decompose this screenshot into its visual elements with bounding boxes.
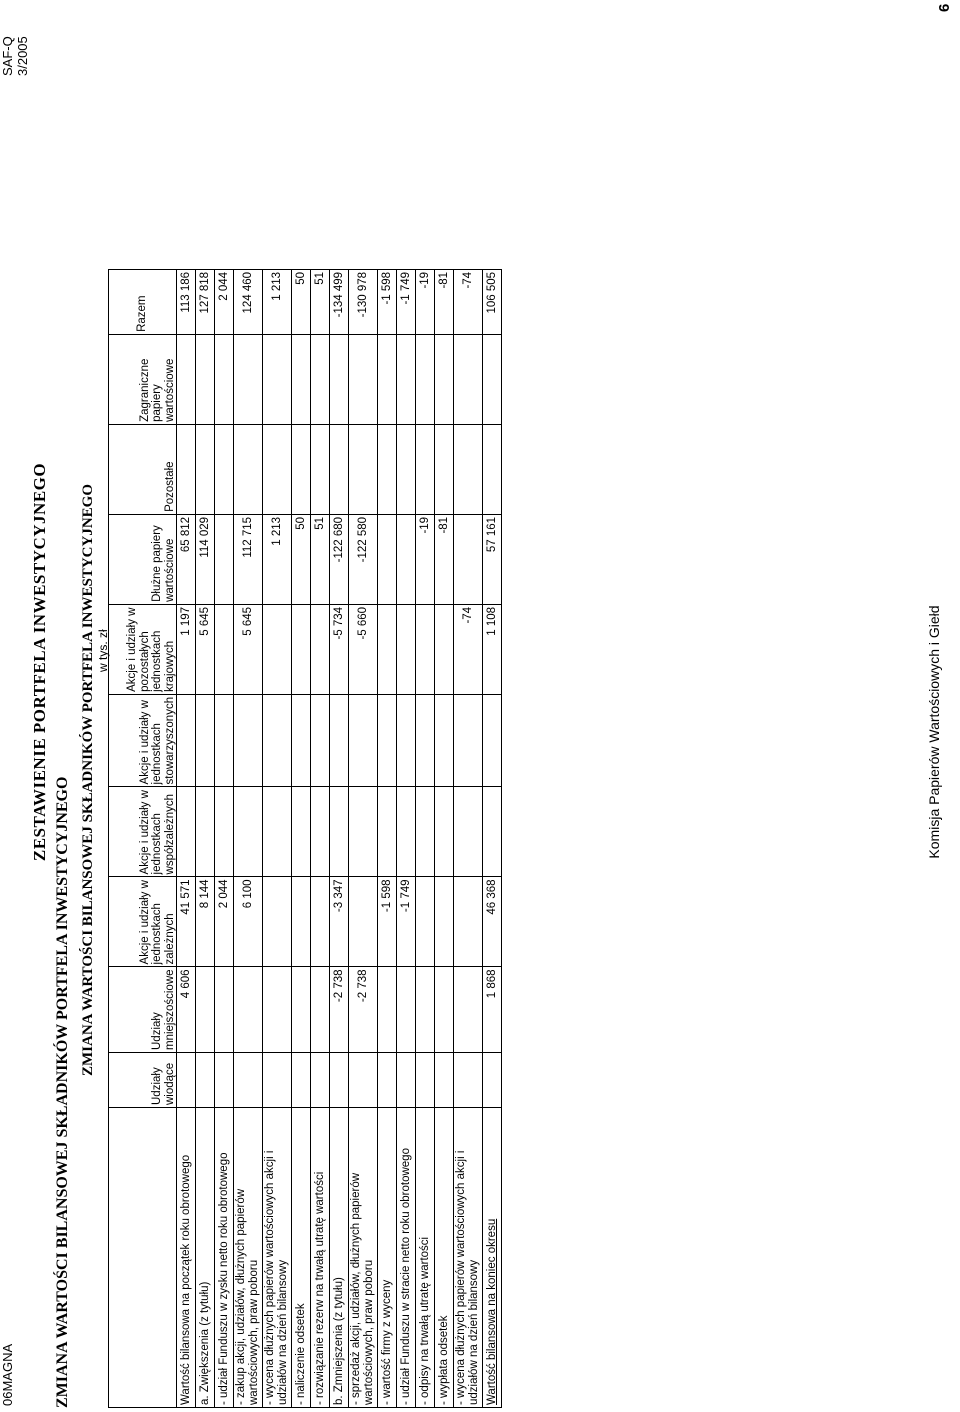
value-cell: [215, 787, 234, 877]
value-cell: [378, 787, 397, 877]
value-cell: [196, 334, 215, 424]
value-cell: [416, 1053, 435, 1108]
table-row: [177, 269, 196, 1407]
value-cell: [483, 1053, 502, 1108]
section-title: ZMIANA WARTOŚCI BILANSOWEJ SKŁADNIKÓW PORTFELA INWESTYCYJNEGO: [80, 484, 96, 1076]
value-cell: -5 660: [349, 604, 378, 694]
table-row: [397, 269, 416, 1407]
value-cell: [378, 1053, 397, 1108]
value-cell: [435, 877, 454, 967]
table-row: [378, 269, 397, 1407]
column-header: Udziały mniejszościowe: [109, 967, 177, 1053]
value-cell: [397, 604, 416, 694]
value-cell: [483, 334, 502, 424]
value-cell: [234, 787, 263, 877]
column-header: Udziały wiodące: [109, 1053, 177, 1108]
value-cell: [435, 604, 454, 694]
value-cell: [177, 787, 196, 877]
value-cell: 2 044: [215, 269, 234, 334]
value-cell: [435, 1053, 454, 1108]
value-cell: [397, 334, 416, 424]
table-row: [292, 269, 311, 1407]
value-cell: [292, 694, 311, 787]
value-cell: [416, 334, 435, 424]
value-cell: [435, 694, 454, 787]
value-cell: [215, 1053, 234, 1108]
value-cell: [263, 877, 292, 967]
table-row: [196, 269, 215, 1407]
value-cell: [454, 694, 483, 787]
value-cell: -2 738: [330, 967, 349, 1053]
value-cell: [311, 967, 330, 1053]
value-cell: [311, 604, 330, 694]
value-cell: [311, 424, 330, 514]
value-cell: 112 715: [234, 514, 263, 604]
value-cell: [234, 334, 263, 424]
value-cell: [215, 514, 234, 604]
unit-label: w tys. zł: [96, 629, 110, 672]
value-cell: [292, 334, 311, 424]
value-cell: 1 213: [263, 514, 292, 604]
value-cell: [215, 424, 234, 514]
value-cell: [378, 334, 397, 424]
value-cell: [416, 424, 435, 514]
header-right: SAF-Q 3/2005: [0, 36, 30, 76]
value-cell: [292, 787, 311, 877]
table-row: [263, 269, 292, 1407]
value-cell: 65 812: [177, 514, 196, 604]
row-label: - sprzedaż akcji, udziałów, dłużnych papierów wartościowych, praw poboru: [349, 1108, 378, 1408]
row-label: - naliczenie odsetek: [292, 1108, 311, 1408]
value-cell: [397, 1053, 416, 1108]
value-cell: [311, 877, 330, 967]
value-cell: 4 606: [177, 967, 196, 1053]
value-cell: 50: [292, 514, 311, 604]
value-cell: [215, 334, 234, 424]
value-cell: -2 738: [349, 967, 378, 1053]
value-cell: -5 734: [330, 604, 349, 694]
value-cell: [311, 334, 330, 424]
value-cell: [177, 424, 196, 514]
row-label: a. Zwiększenia (z tytułu): [196, 1108, 215, 1408]
value-cell: [397, 967, 416, 1053]
value-cell: [378, 604, 397, 694]
value-cell: 57 161: [483, 514, 502, 604]
row-label: - udział Funduszu w stracie netto roku obrotowego: [397, 1108, 416, 1408]
value-cell: -134 499: [330, 269, 349, 334]
value-cell: [483, 694, 502, 787]
row-label: - wycena dłużnych papierów wartościowych akcji i udziałów na dzień bilansowy: [454, 1108, 483, 1408]
value-cell: [234, 967, 263, 1053]
value-cell: [454, 1053, 483, 1108]
table-row: [349, 269, 378, 1407]
value-cell: [196, 967, 215, 1053]
value-cell: 8 144: [196, 877, 215, 967]
footer: Komisja Papierów Wartościowych i Giełd: [926, 605, 942, 859]
table-row: [311, 269, 330, 1407]
row-label: - rozwiązanie rezerw na trwałą utratę wartości: [311, 1108, 330, 1408]
value-cell: 106 505: [483, 269, 502, 334]
table-row: [416, 269, 435, 1407]
value-cell: 1 213: [263, 269, 292, 334]
value-cell: [330, 694, 349, 787]
value-cell: [330, 334, 349, 424]
value-cell: [292, 877, 311, 967]
value-cell: [311, 787, 330, 877]
value-cell: [416, 604, 435, 694]
sub-title: ZMIANA WARTOŚCI BILANSOWEJ SKŁADNIKÓW PORTFELA INWESTYCYJNEGO: [54, 776, 71, 1408]
value-cell: 2 044: [215, 877, 234, 967]
value-cell: 114 029: [196, 514, 215, 604]
column-header: Razem: [109, 269, 177, 334]
table-row: [234, 269, 263, 1407]
value-cell: [435, 967, 454, 1053]
value-cell: -122 580: [349, 514, 378, 604]
value-cell: [311, 1053, 330, 1108]
value-cell: [196, 1053, 215, 1108]
value-cell: [215, 694, 234, 787]
value-cell: [292, 604, 311, 694]
value-cell: [292, 1053, 311, 1108]
value-cell: -74: [454, 269, 483, 334]
row-label: - wycena dłużnych papierów wartościowych akcji i udziałów na dzień bilansowy: [263, 1108, 292, 1408]
column-header: Zagraniczne papiery wartościowe: [109, 334, 177, 424]
main-title: ZESTAWIENIE PORTFELA INWESTYCYJNEGO: [30, 462, 49, 862]
value-cell: [483, 424, 502, 514]
value-cell: [177, 1053, 196, 1108]
value-cell: 51: [311, 269, 330, 334]
row-label: Wartość bilansowa na początek roku obrotowego: [177, 1108, 196, 1408]
row-label: Wartość bilansowa na koniec okresu: [483, 1108, 502, 1408]
value-cell: [196, 787, 215, 877]
row-label: - wypłata odsetek: [435, 1108, 454, 1408]
value-cell: [292, 424, 311, 514]
value-cell: [177, 334, 196, 424]
value-cell: [397, 514, 416, 604]
table-row: [454, 269, 483, 1407]
value-cell: [349, 424, 378, 514]
column-header: Akcje i udziały w jednostkach współzależnych: [109, 787, 177, 877]
value-cell: [378, 514, 397, 604]
value-cell: [263, 334, 292, 424]
value-cell: [215, 967, 234, 1053]
row-label: - wartość firmy z wyceny: [378, 1108, 397, 1408]
value-cell: [330, 424, 349, 514]
value-cell: -130 978: [349, 269, 378, 334]
value-cell: [330, 1053, 349, 1108]
value-cell: [349, 877, 378, 967]
table-row: [215, 269, 234, 1407]
value-cell: [454, 424, 483, 514]
page-number: 6: [936, 3, 953, 12]
value-cell: -19: [416, 269, 435, 334]
value-cell: [416, 967, 435, 1053]
value-cell: [378, 424, 397, 514]
value-cell: [330, 787, 349, 877]
table-header-row: [109, 269, 177, 1407]
portfolio-table: [108, 269, 502, 1408]
value-cell: [435, 787, 454, 877]
value-cell: -1 749: [397, 877, 416, 967]
value-cell: [234, 1053, 263, 1108]
value-cell: 1 108: [483, 604, 502, 694]
value-cell: -19: [416, 514, 435, 604]
value-cell: [349, 1053, 378, 1108]
value-cell: [177, 694, 196, 787]
row-label: - zakup akcji, udziałów, dłużnych papierów wartościowych, praw poboru: [234, 1108, 263, 1408]
value-cell: 1 868: [483, 967, 502, 1053]
value-cell: 1 197: [177, 604, 196, 694]
table-row: [435, 269, 454, 1407]
value-cell: -1 749: [397, 269, 416, 334]
value-cell: [454, 787, 483, 877]
value-cell: [263, 787, 292, 877]
value-cell: -3 347: [330, 877, 349, 967]
value-cell: 50: [292, 269, 311, 334]
value-cell: [349, 334, 378, 424]
value-cell: -1 598: [378, 877, 397, 967]
value-cell: [416, 877, 435, 967]
column-header: Pozostałe: [109, 424, 177, 514]
value-cell: 41 571: [177, 877, 196, 967]
value-cell: -74: [454, 604, 483, 694]
value-cell: 124 460: [234, 269, 263, 334]
header-left: 06MAGNA: [0, 1343, 15, 1406]
value-cell: [196, 694, 215, 787]
column-header: Akcje i udziały w jednostkach stowarzyszonych: [109, 694, 177, 787]
value-cell: [263, 694, 292, 787]
value-cell: 127 818: [196, 269, 215, 334]
column-header: Dłużne papiery wartościowe: [109, 514, 177, 604]
column-header: Akcje i udziały w pozostałych jednostkach krajowych: [109, 604, 177, 694]
column-header: Akcje i udziały w jednostkach zależnych: [109, 877, 177, 967]
table-row: [483, 269, 502, 1407]
value-cell: [435, 424, 454, 514]
value-cell: [454, 334, 483, 424]
value-cell: 5 645: [196, 604, 215, 694]
value-cell: [454, 877, 483, 967]
value-cell: [234, 424, 263, 514]
value-cell: [416, 787, 435, 877]
value-cell: -81: [435, 269, 454, 334]
value-cell: [292, 967, 311, 1053]
value-cell: [215, 604, 234, 694]
value-cell: 46 368: [483, 877, 502, 967]
value-cell: -122 680: [330, 514, 349, 604]
value-cell: [378, 967, 397, 1053]
value-cell: [435, 334, 454, 424]
value-cell: [263, 1053, 292, 1108]
table-row: [330, 269, 349, 1407]
value-cell: [349, 694, 378, 787]
value-cell: 5 645: [234, 604, 263, 694]
value-cell: [483, 787, 502, 877]
value-cell: [454, 514, 483, 604]
value-cell: [263, 424, 292, 514]
value-cell: 113 186: [177, 269, 196, 334]
header-blank-cell: [109, 1108, 177, 1408]
value-cell: [263, 604, 292, 694]
value-cell: 6 100: [234, 877, 263, 967]
row-label: b. Zmniejszenia (z tytułu): [330, 1108, 349, 1408]
value-cell: [311, 694, 330, 787]
row-label: - odpisy na trwałą utratę wartości: [416, 1108, 435, 1408]
value-cell: [397, 424, 416, 514]
value-cell: 51: [311, 514, 330, 604]
value-cell: [454, 967, 483, 1053]
value-cell: [397, 694, 416, 787]
value-cell: [416, 694, 435, 787]
value-cell: -81: [435, 514, 454, 604]
value-cell: [196, 424, 215, 514]
value-cell: [263, 967, 292, 1053]
row-label: - udział Funduszu w zysku netto roku obrotowego: [215, 1108, 234, 1408]
value-cell: [378, 694, 397, 787]
value-cell: [397, 787, 416, 877]
value-cell: [349, 787, 378, 877]
value-cell: -1 598: [378, 269, 397, 334]
value-cell: [234, 694, 263, 787]
